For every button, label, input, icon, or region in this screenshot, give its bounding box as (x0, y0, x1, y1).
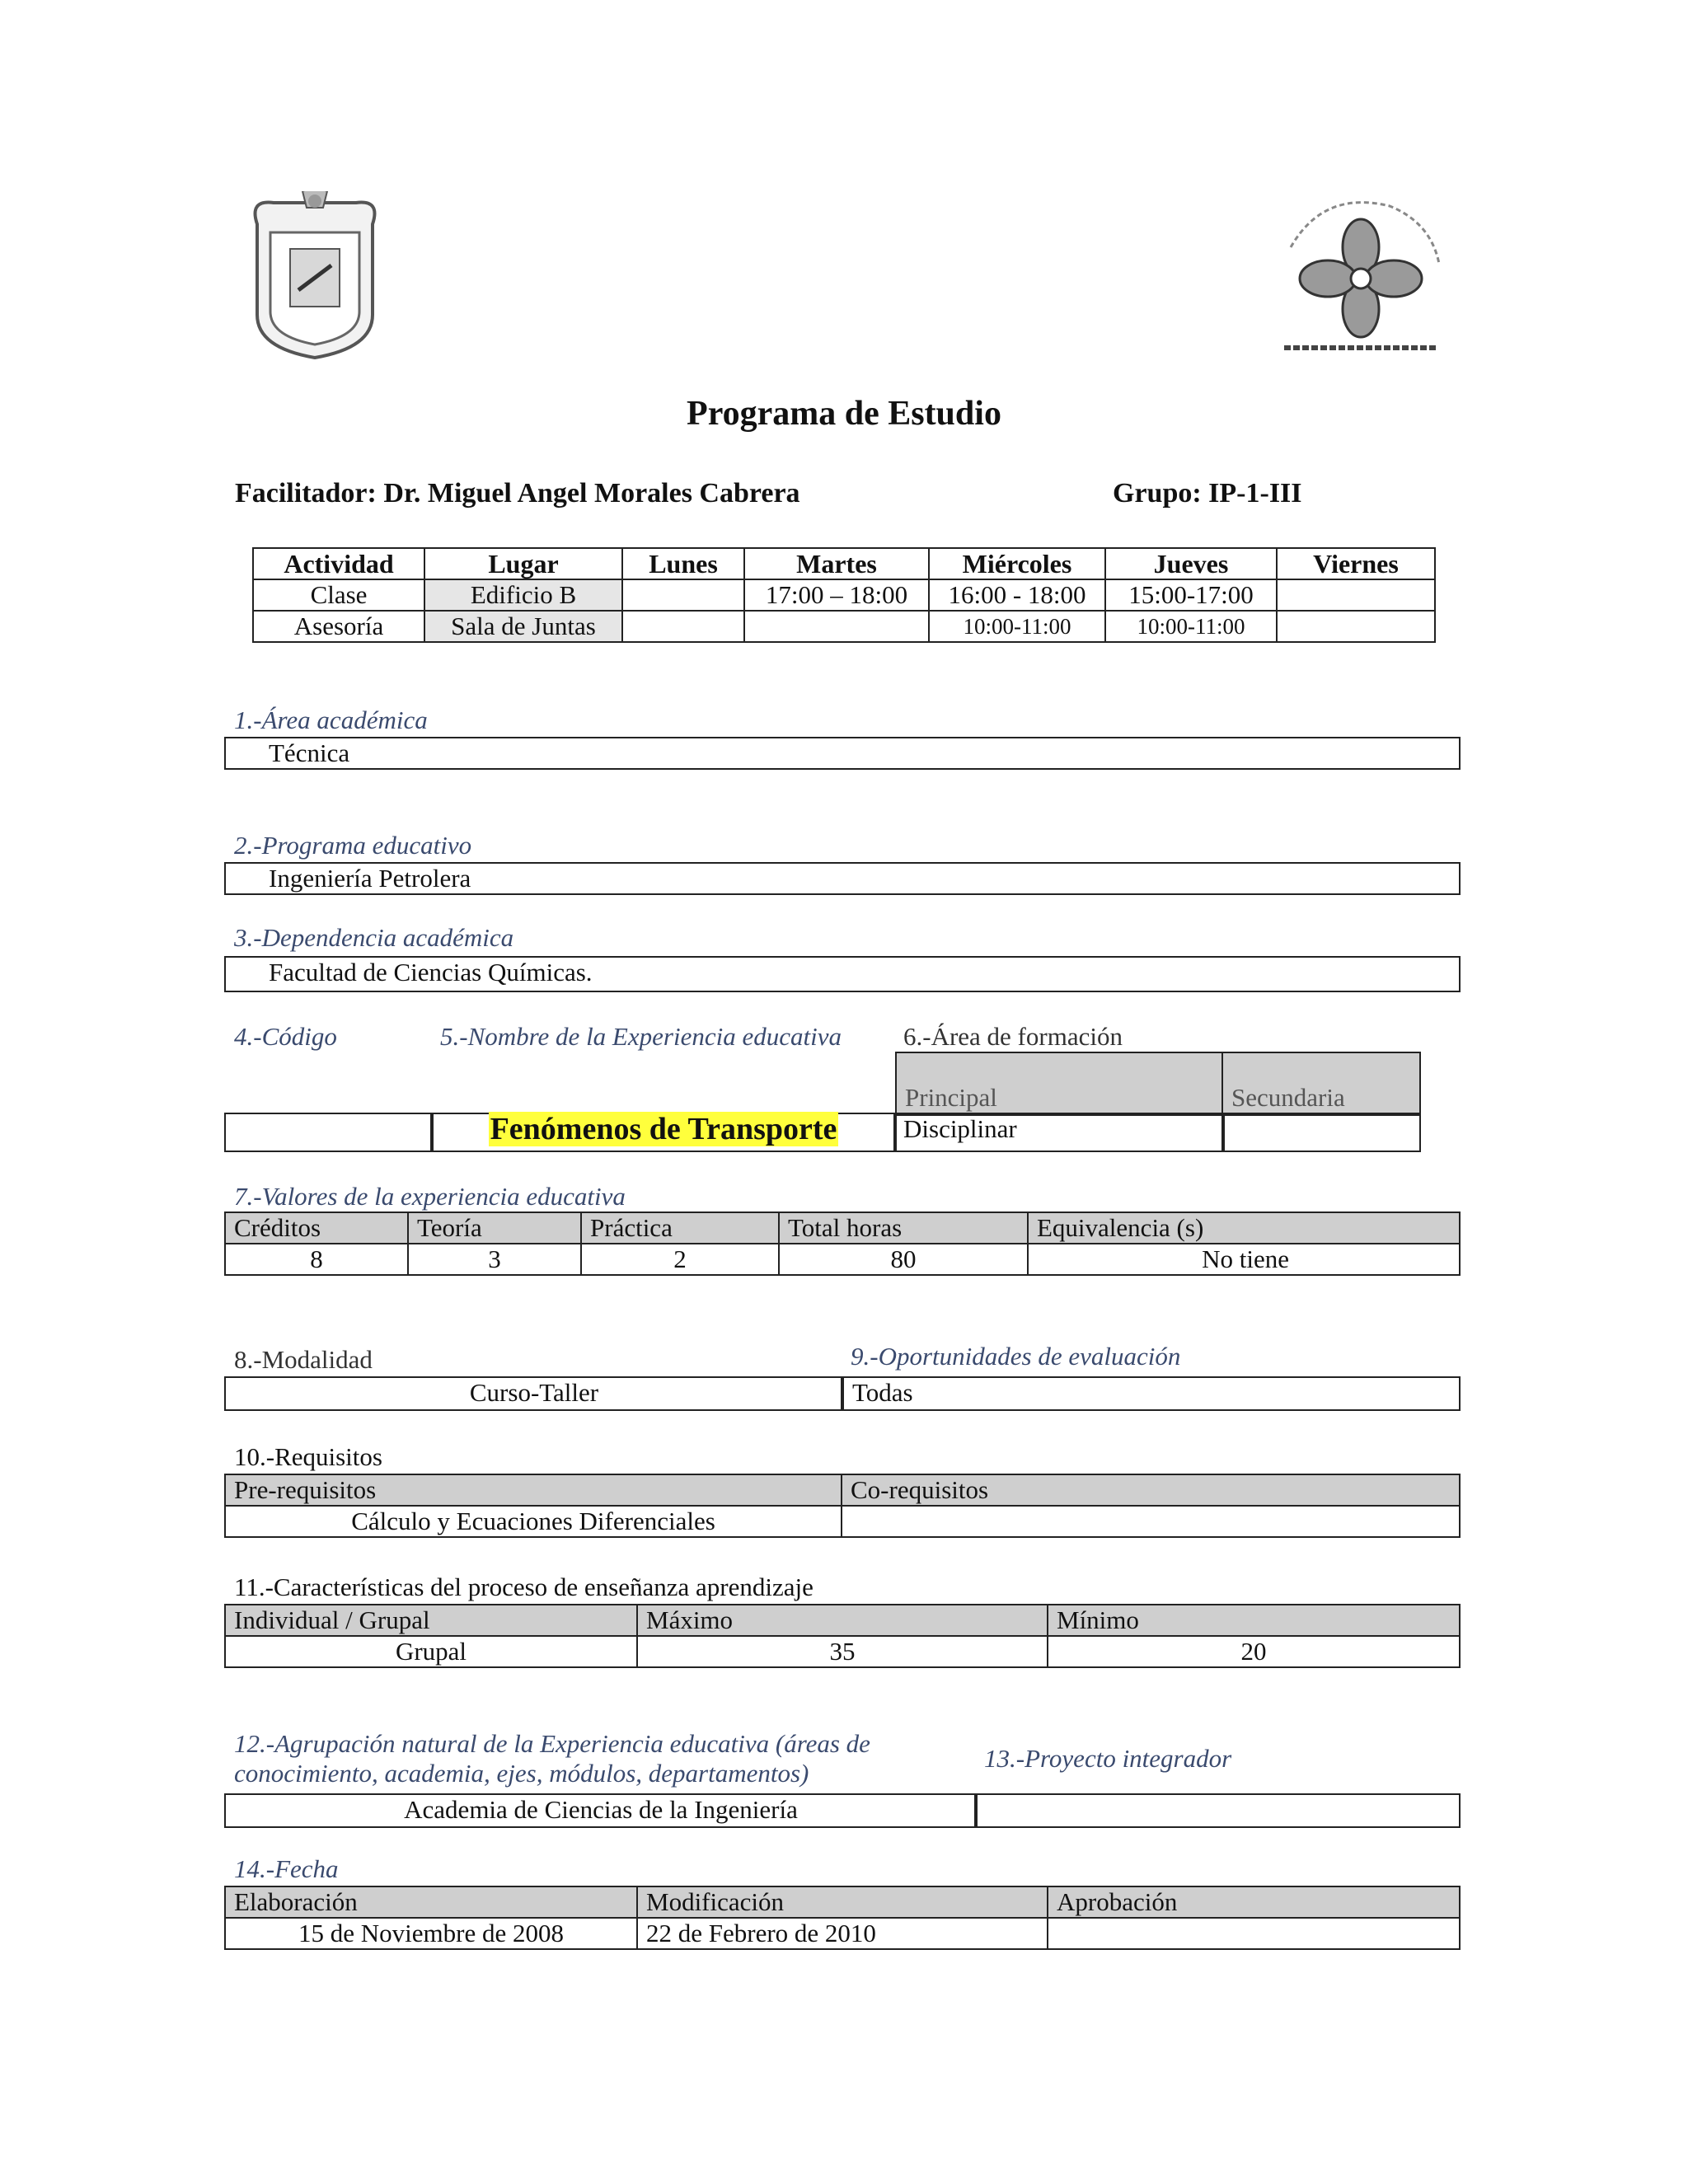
valores-table (224, 1212, 1461, 1276)
schedule-cell: Edificio B (424, 579, 622, 611)
proyecto-integrador-field (974, 1793, 1461, 1828)
schedule-cell: 15:00-17:00 (1105, 579, 1277, 611)
valores-cell: 2 (581, 1244, 779, 1275)
nombre-ee-field (430, 1113, 897, 1152)
caracteristicas-table (224, 1604, 1461, 1668)
fecha-cell: 15 de Noviembre de 2008 (225, 1918, 637, 1949)
pre-requisitos-value: Cálculo y Ecuaciones Diferenciales (225, 1506, 842, 1537)
schedule-cell: 17:00 – 18:00 (744, 579, 929, 611)
agrupacion-value: Academia de Ciencias de la Ingeniería (404, 1795, 798, 1824)
schedule-header: Jueves (1105, 548, 1277, 579)
valores-header: Teoría (408, 1212, 581, 1244)
principal-header (895, 1052, 1226, 1116)
schedule-cell: 16:00 - 18:00 (929, 579, 1105, 611)
caracteristicas-cell: 20 (1048, 1636, 1460, 1667)
area-formacion-label: 6.-Área de formación (903, 1022, 1123, 1051)
valores-row (225, 1244, 1460, 1275)
proyecto-integrador-label: 13.-Proyecto integrador (984, 1744, 1232, 1773)
schedule-table (252, 547, 1436, 643)
dependencia-value: Facultad de Ciencias Químicas. (269, 958, 593, 987)
schedule-cell: Asesoría (253, 611, 424, 642)
fecha-header: Elaboración (225, 1886, 637, 1918)
valores-cell: 3 (408, 1244, 581, 1275)
fecha-row (225, 1918, 1460, 1949)
schedule-header: Lugar (424, 548, 622, 579)
schedule-row (253, 611, 1435, 642)
fecha-table (224, 1886, 1461, 1950)
requisitos-label: 10.-Requisitos (234, 1442, 382, 1471)
requisitos-row (225, 1506, 1460, 1537)
valores-cell: 80 (779, 1244, 1028, 1275)
valores-header-row (225, 1212, 1460, 1244)
principal-field (893, 1113, 1225, 1152)
area-academica-value: Técnica (269, 738, 350, 767)
caracteristicas-header-row (225, 1605, 1460, 1636)
modalidad-value: Curso-Taller (469, 1378, 599, 1407)
oportunidades-label: 9.-Oportunidades de evaluación (851, 1342, 1181, 1371)
secondary-header-text: Secundaria (1231, 1083, 1345, 1112)
valores-cell: No tiene (1028, 1244, 1460, 1275)
valores-header: Práctica (581, 1212, 779, 1244)
schedule-cell (744, 611, 929, 642)
programa-educativo-field (224, 862, 1461, 895)
codigo-field (224, 1113, 434, 1152)
caracteristicas-header: Mínimo (1048, 1605, 1460, 1636)
programa-educativo-label: 2.-Programa educativo (234, 831, 472, 860)
valores-cell: 8 (225, 1244, 408, 1275)
secondary-header (1221, 1052, 1421, 1116)
schedule-header: Actividad (253, 548, 424, 579)
schedule-row (253, 579, 1435, 611)
dependencia-label: 3.-Dependencia académica (234, 923, 514, 952)
co-requisitos-header: Co-requisitos (842, 1474, 1460, 1506)
schedule-header: Viernes (1277, 548, 1435, 579)
agrupacion-field (224, 1793, 978, 1828)
valores-label: 7.-Valores de la experiencia educativa (234, 1182, 626, 1211)
principal-header-text: Principal (905, 1083, 997, 1112)
schedule-header: Martes (744, 548, 929, 579)
university-seal-icon (241, 191, 389, 361)
agrupacion-label (234, 1729, 870, 1788)
caracteristicas-row (225, 1636, 1460, 1667)
schedule-cell (622, 579, 744, 611)
valores-header: Créditos (225, 1212, 408, 1244)
page-title: Programa de Estudio (687, 395, 1001, 433)
schedule-header: Miércoles (929, 548, 1105, 579)
requisitos-header-row (225, 1474, 1460, 1506)
schedule-cell (622, 611, 744, 642)
caracteristicas-label: 11.-Características del proceso de enseñanza aprendizaje (234, 1572, 814, 1601)
schedule-cell: Sala de Juntas (424, 611, 622, 642)
principal-value: Disciplinar (903, 1114, 1017, 1143)
caracteristicas-cell: 35 (637, 1636, 1048, 1667)
schedule-cell: Clase (253, 579, 424, 611)
schedule-cell (1277, 579, 1435, 611)
pre-requisitos-header: Pre-requisitos (225, 1474, 842, 1506)
valores-header: Equivalencia (s) (1028, 1212, 1460, 1244)
caracteristicas-header: Máximo (637, 1605, 1048, 1636)
meif-logo (1274, 198, 1447, 363)
dependencia-field (224, 956, 1461, 992)
fecha-cell: 22 de Febrero de 2010 (637, 1918, 1048, 1949)
agrupacion-label-line1: 12.-Agrupación natural de la Experiencia educativa (áreas de (234, 1729, 870, 1758)
schedule-header: Lunes (622, 548, 744, 579)
schedule-header-row (253, 548, 1435, 579)
facilitator: Facilitador: Dr. Miguel Angel Morales Cabrera (235, 478, 800, 509)
meif-flower-logo-icon (1274, 198, 1447, 363)
caracteristicas-header: Individual / Grupal (225, 1605, 637, 1636)
fecha-header: Aprobación (1048, 1886, 1460, 1918)
oportunidades-field (841, 1376, 1461, 1411)
codigo-label: 4.-Código (234, 1022, 337, 1051)
fecha-header: Modificación (637, 1886, 1048, 1918)
fecha-label: 14.-Fecha (234, 1854, 339, 1883)
area-academica-field (224, 737, 1461, 770)
programa-educativo-value: Ingeniería Petrolera (269, 864, 471, 893)
university-seal-logo (241, 191, 389, 361)
schedule-cell: 10:00-11:00 (929, 611, 1105, 642)
caracteristicas-cell: Grupal (225, 1636, 637, 1667)
agrupacion-label-line2: conocimiento, academia, ejes, módulos, departamentos) (234, 1759, 809, 1788)
modalidad-field (224, 1376, 844, 1411)
fecha-header-row (225, 1886, 1460, 1918)
schedule-cell (1277, 611, 1435, 642)
schedule-cell: 10:00-11:00 (1105, 611, 1277, 642)
fecha-cell (1048, 1918, 1460, 1949)
requisitos-table (224, 1474, 1461, 1538)
secondary-field (1221, 1113, 1421, 1152)
nombre-ee-value: Fenómenos de Transporte (490, 1112, 837, 1146)
valores-header: Total horas (779, 1212, 1028, 1244)
oportunidades-value: Todas (852, 1378, 913, 1407)
nombre-ee-label: 5.-Nombre de la Experiencia educativa (440, 1022, 842, 1051)
area-academica-label: 1.-Área académica (234, 705, 428, 734)
co-requisitos-value (842, 1506, 1460, 1537)
group: Grupo: IP-1-III (1113, 478, 1302, 509)
modalidad-label: 8.-Modalidad (234, 1345, 373, 1374)
